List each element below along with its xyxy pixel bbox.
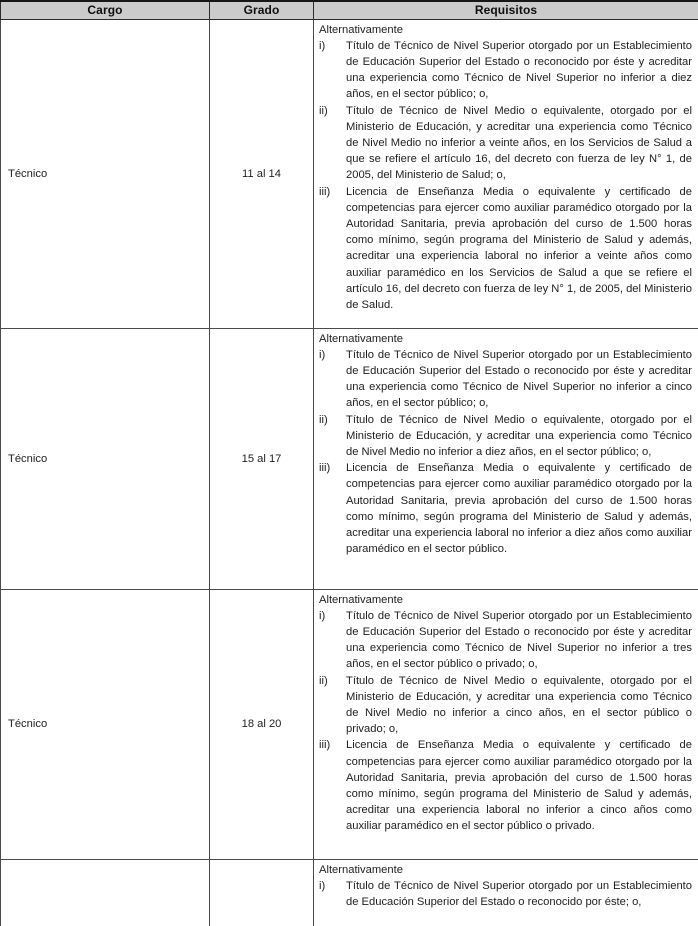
requirement-item	[319, 673, 692, 738]
item-marker: iii)	[319, 739, 331, 752]
requisitos-cell	[314, 859, 698, 926]
item-marker: i)	[319, 879, 326, 892]
item-marker: ii)	[319, 413, 328, 426]
cargo-cell	[1, 589, 210, 859]
requisitos-intro: Alternativamente	[319, 332, 403, 345]
table-row	[1, 328, 698, 589]
table-header-row	[1, 1, 698, 19]
requirement-item-list	[319, 878, 692, 910]
grado-cell	[210, 19, 314, 328]
table-row	[1, 589, 698, 859]
requirement-item	[319, 608, 692, 673]
grado-cell	[210, 328, 314, 589]
grado-cell	[210, 589, 314, 859]
requisitos-intro: Alternativamente	[319, 593, 403, 606]
requisitos-cell	[314, 328, 698, 589]
requirement-item-list	[319, 347, 692, 558]
requirement-item	[319, 460, 692, 557]
cargo-value: Técnico	[8, 718, 48, 730]
item-text: Licencia de Enseñanza Media o equivalente y certificado de competencias para ejercer como auxiliar paramédico otorgado por la Autoridad Sanitaria, previa aprobación del curso de 1.500 horas como mínimo, según programa del Ministerio de Salud y además, acreditar una experiencia laboral no inferior a diez años como auxiliar paramédico en el sector público.	[346, 462, 692, 556]
cargo-cell	[1, 328, 210, 589]
grado-value: 15 al 17	[241, 452, 282, 465]
cargo-cell	[1, 19, 210, 328]
grado-cell	[210, 859, 314, 926]
requirement-item	[319, 347, 692, 412]
column-header-grado: Grado	[210, 1, 314, 19]
requirement-item	[319, 103, 692, 184]
item-text: Título de Técnico de Nivel Superior otorgado por un Establecimiento de Educación Superior del Estado o reconocido por éste y acreditar una experiencia como Técnico de Nivel Superior no inferior a cinco años, en el sector público; o,	[346, 348, 692, 410]
requirement-item	[319, 412, 692, 461]
requirement-item	[319, 878, 692, 910]
item-text: Título de Técnico de Nivel Superior otorgado por un Establecimiento de Educación Superior del Estado o reconocido por éste y acreditar una experiencia como Técnico de Nivel Superior no inferior a diez años, en el sector público; o,	[346, 39, 692, 101]
requirement-item	[319, 38, 692, 103]
requisitos-intro: Alternativamente	[319, 863, 403, 876]
item-text: Licencia de Enseñanza Media o equivalente y certificado de competencias para ejercer como auxiliar paramédico otorgado por la Autoridad Sanitaria, previa aprobación del curso de 1.500 horas como mínimo, según programa del Ministerio de Salud y además, acreditar una experiencia laboral no inferior a cinco años como auxiliar paramédico en el sector público o privado.	[346, 739, 692, 833]
item-marker: i)	[319, 348, 326, 361]
table-body	[1, 19, 698, 926]
table-row	[1, 859, 698, 926]
item-marker: iii)	[319, 462, 331, 475]
grado-value: 11 al 14	[242, 167, 281, 180]
column-header-requisitos: Requisitos	[314, 1, 698, 19]
column-header-cargo: Cargo	[1, 1, 210, 19]
item-text: Título de Técnico de Nivel Superior otorgado por un Establecimiento de Educación Superior del Estado o reconocido por éste y acreditar una experiencia como Técnico de Nivel Superior no inferior a tres años, en el sector público o privado; o,	[346, 609, 692, 671]
requirement-item-list	[319, 608, 692, 835]
requisitos-intro: Alternativamente	[319, 23, 403, 36]
requirement-item	[319, 737, 692, 834]
item-marker: iii)	[319, 185, 331, 198]
requisitos-cell	[314, 589, 698, 859]
item-marker: ii)	[319, 104, 328, 117]
requisitos-cell	[314, 19, 698, 328]
requirement-item	[319, 184, 692, 314]
table-row	[1, 19, 698, 328]
cargo-cell	[1, 859, 210, 926]
requirement-item-list	[319, 38, 692, 313]
cargo-value: Técnico	[8, 167, 48, 180]
item-text: Título de Técnico de Nivel Superior otorgado por un Establecimiento de Educación Superior del Estado o reconocido por éste; o,	[346, 879, 692, 908]
item-text: Título de Técnico de Nivel Medio o equivalente, otorgado por el Ministerio de Educación, y acreditar una experiencia como Técnico de Nivel Medio no inferior a veinte años, en los Servicios de Salud a que se refiere el artículo 16, del decreto con fuerza de ley N° 1, de 2005, del Ministerio de Salud; o,	[346, 104, 692, 182]
item-marker: i)	[319, 39, 326, 52]
item-text: Título de Técnico de Nivel Medio o equivalente, otorgado por el Ministerio de Educación, y acreditar una experiencia como Técnico de Nivel Medio no inferior a diez años, en el sector público; o,	[346, 413, 692, 458]
grado-value: 18 al 20	[241, 718, 282, 730]
item-text: Licencia de Enseñanza Media o equivalente y certificado de competencias para ejercer como auxiliar paramédico otorgado por la Autoridad Sanitaria, previa aprobación del curso de 1.500 horas como mínimo, según programa del Ministerio de Salud y además, acreditar una experiencia laboral no inferior a veinte años como auxiliar paramédico en los Servicios de Salud a que se refiere el artículo 16, del decreto con fuerza de ley N° 1, de 2005, del Ministerio de Salud.	[346, 185, 692, 311]
item-text: Título de Técnico de Nivel Medio o equivalente, otorgado por el Ministerio de Educación, y acreditar una experiencia como Técnico de Nivel Medio no inferior a cinco años, en el sector público o privado; o,	[346, 674, 692, 736]
item-marker: i)	[319, 609, 326, 622]
cargo-value: Técnico	[8, 452, 48, 465]
item-marker: ii)	[319, 674, 328, 687]
